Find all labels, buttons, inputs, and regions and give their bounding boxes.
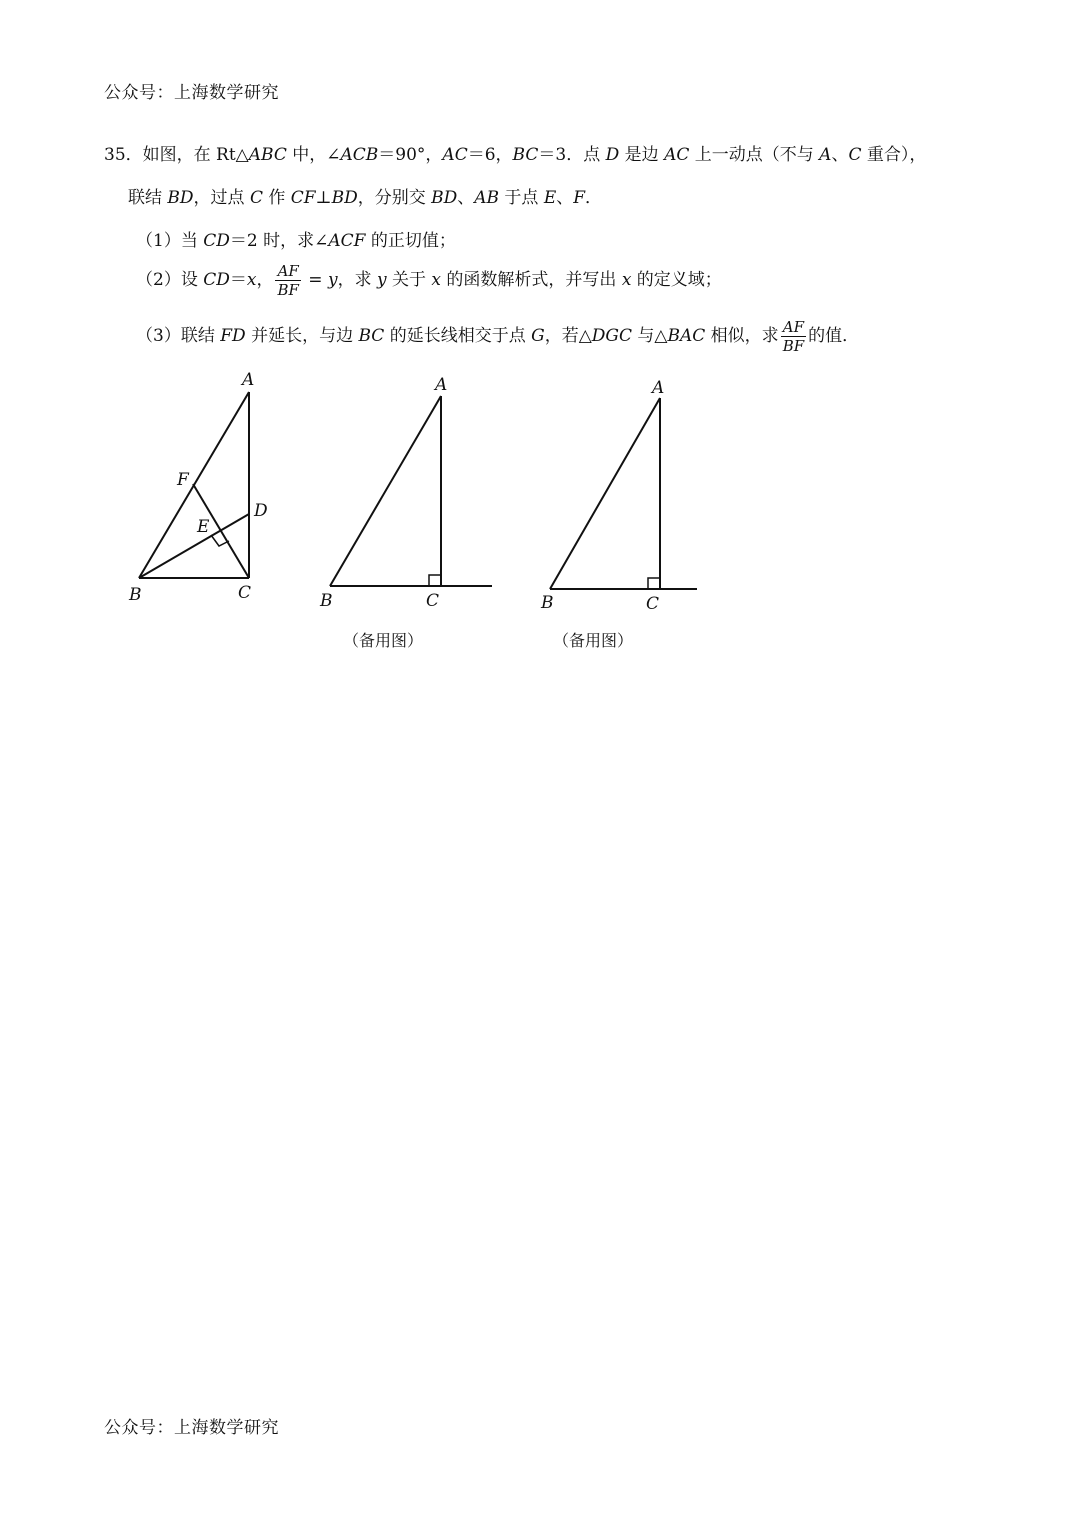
- question-3: （3）联结 FD 并延长，与边 BC 的延长线相交于点 G，若△DGC 与△BAC 相似，求 $\frac{AF}{BF}$ 的值．: [136, 318, 860, 355]
- fig2-segment-ab: [330, 396, 441, 586]
- fig3-right-angle-mark: [648, 578, 660, 589]
- question-2: （2）设 CD＝x， $\frac{AF}{BF}$ = y，求 y 关于 x 的函数解析式，并写出 x 的定义域；: [136, 262, 722, 299]
- fig3-label-a: A: [652, 378, 665, 398]
- fig2-label-a: A: [435, 375, 448, 395]
- problem-intro-line: 35．如图，在 Rt△ABC 中，∠ACB＝90°，AC＝6，BC＝3．点 D 是边 AC 上一动点（不与 A、C 重合），: [104, 145, 927, 165]
- figure-2: [330, 396, 492, 586]
- fraction-af-bf-2: $\frac{AF}{BF}$: [782, 318, 805, 355]
- fig2-right-angle-mark: [429, 575, 441, 586]
- fig1-label-f: F: [177, 470, 189, 490]
- fig1-label-e: E: [197, 517, 210, 537]
- fig3-label-c: C: [646, 594, 660, 614]
- figure-3: [550, 398, 697, 589]
- fraction-af-bf: $\frac{AF}{BF}$: [277, 262, 299, 299]
- page-header: 公众号：上海数学研究: [104, 83, 279, 103]
- fig1-label-c: C: [238, 583, 252, 603]
- figure-1: [139, 392, 249, 578]
- problem-intro-line-2: 联结 BD，过点 C 作 CF⊥BD，分别交 BD、AB 于点 E、F．: [128, 188, 603, 208]
- segment-bd: [139, 514, 249, 578]
- question-1: （1）当 CD＝2 时，求∠ACF 的正切值；: [136, 231, 456, 251]
- fig1-label-b: B: [129, 585, 142, 605]
- fig2-label-c: C: [426, 591, 440, 611]
- fig3-label-b: B: [541, 593, 554, 613]
- geometry-figures: [0, 360, 1080, 620]
- figure-2-caption: （备用图）: [343, 631, 424, 650]
- fig2-label-b: B: [320, 591, 333, 611]
- page-footer: 公众号：上海数学研究: [104, 1418, 279, 1438]
- fig3-segment-ab: [550, 398, 660, 589]
- fig1-label-d: D: [254, 501, 268, 521]
- figure-3-caption: （备用图）: [553, 631, 634, 650]
- fig1-label-a: A: [242, 370, 255, 390]
